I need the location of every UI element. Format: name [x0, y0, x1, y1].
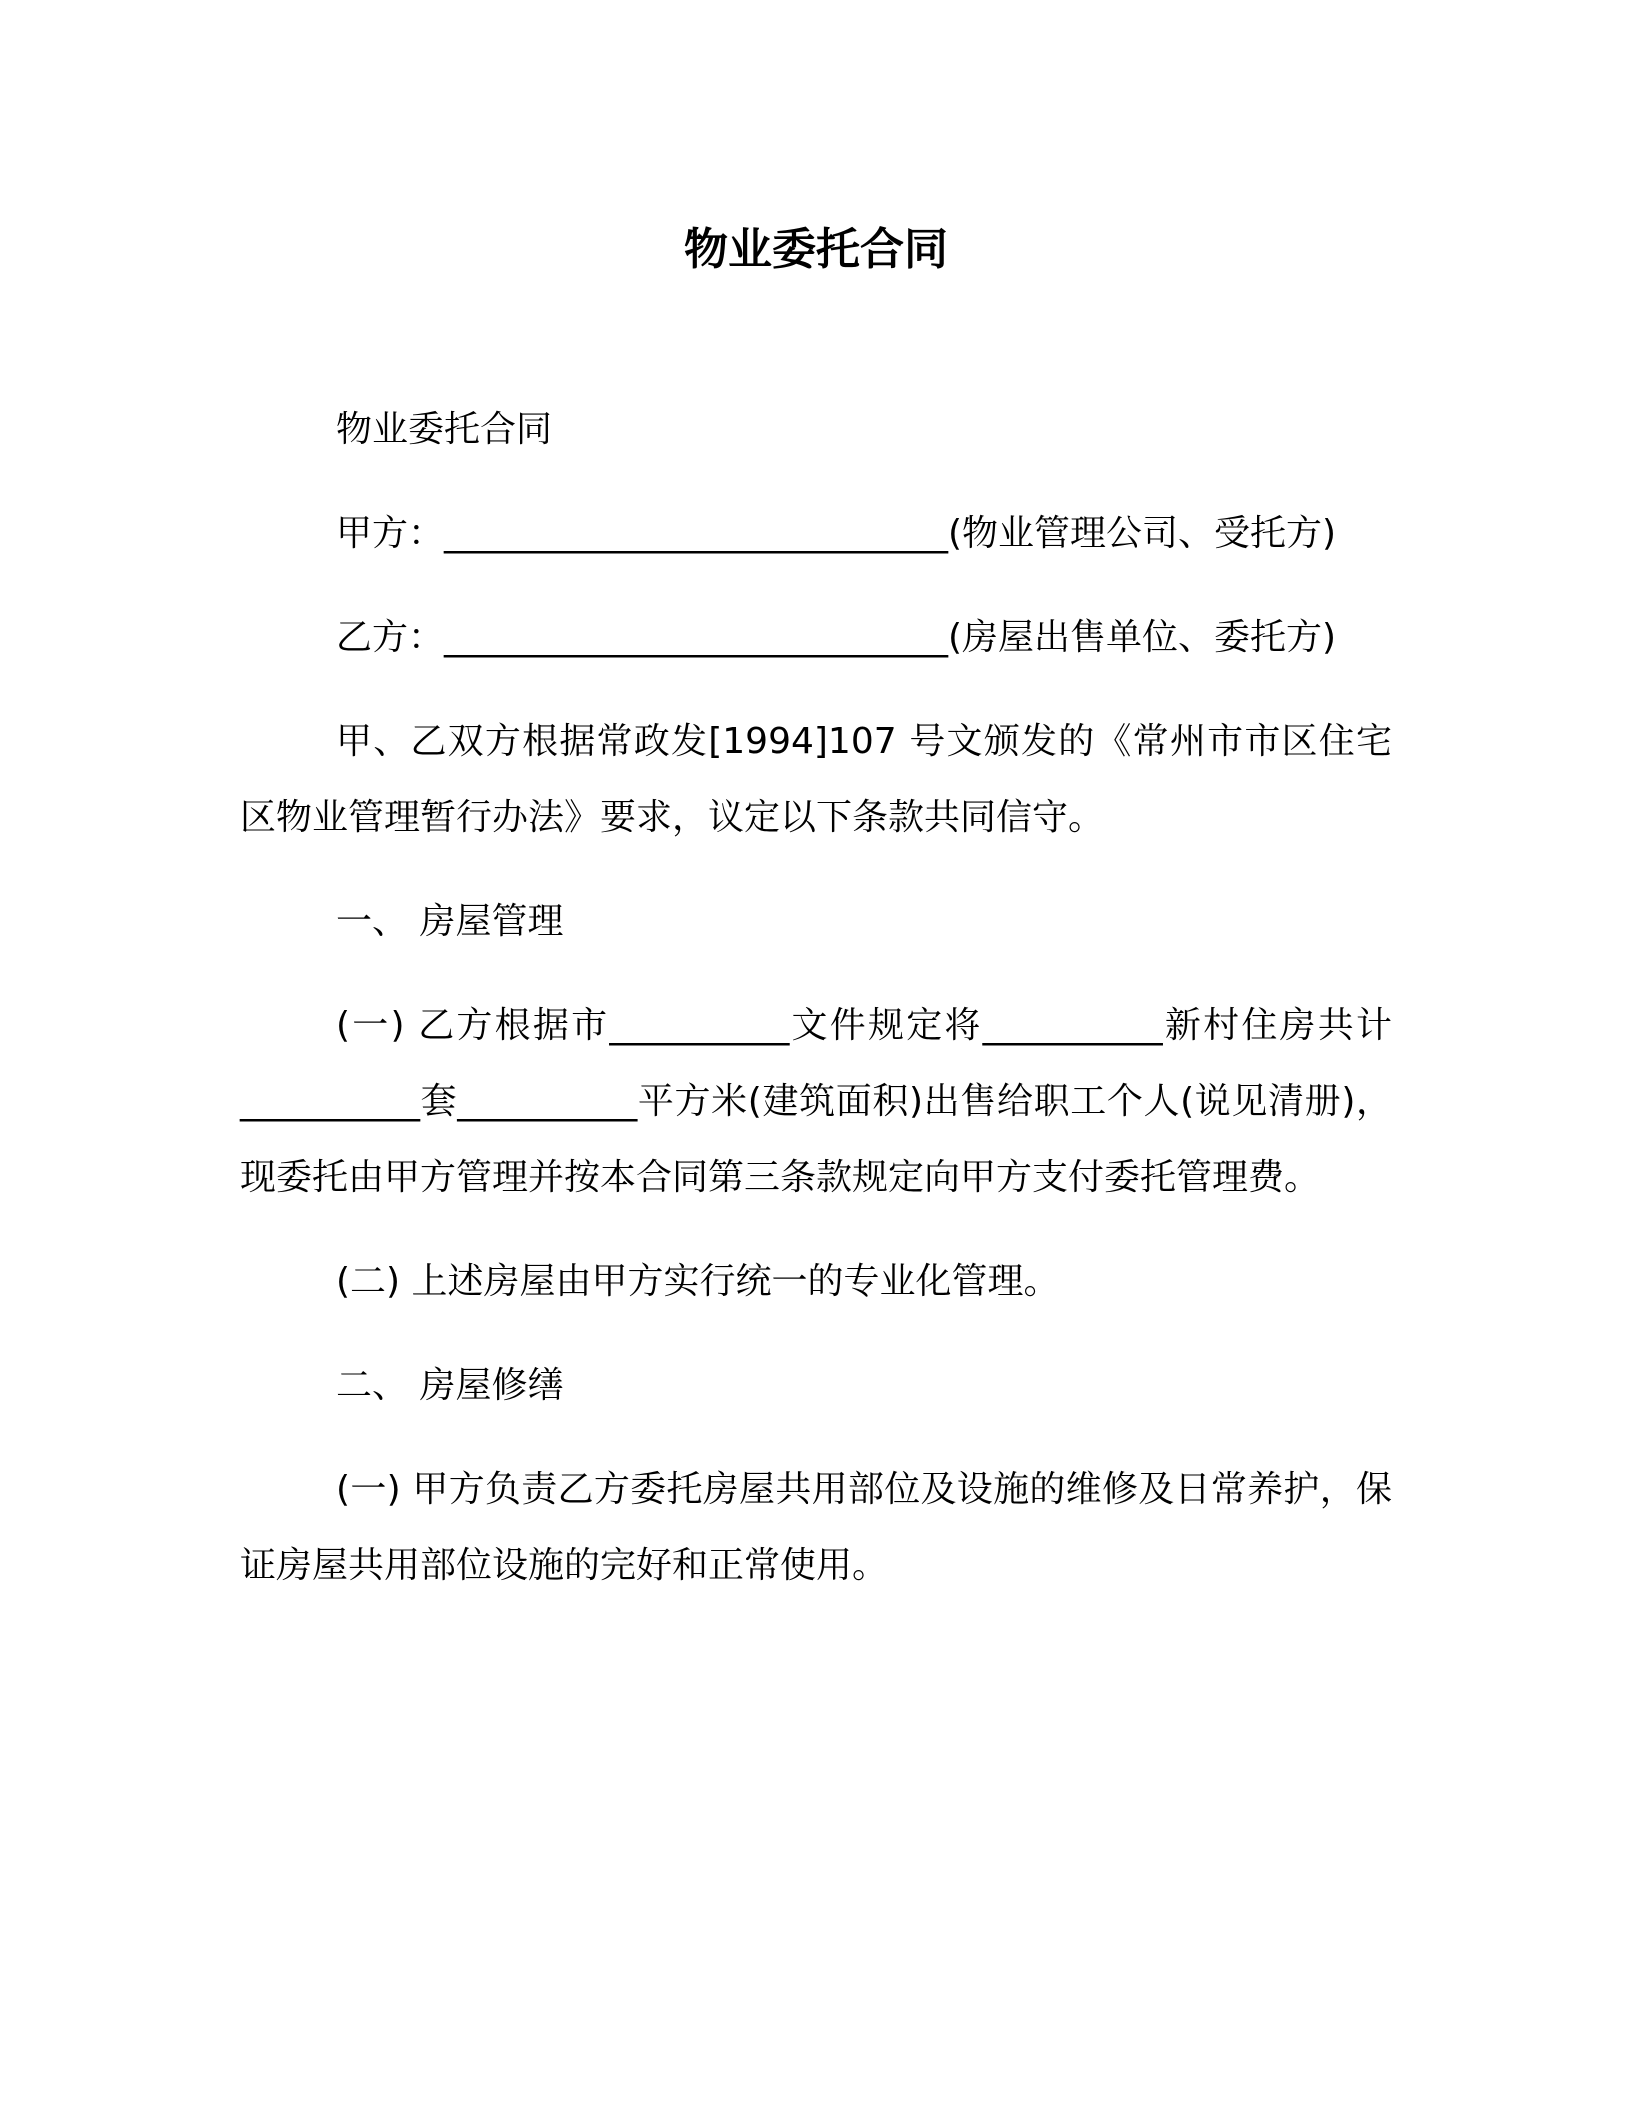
house-management-clause-1: (一) 乙方根据市__________文件规定将__________新村住房共计__________套__________平方米(建筑面积)出售给职工个人(说见清册)，现委托由甲方管理并按本合同第三条款规定向甲方支付委托管理费。: [240, 1005, 1392, 1198]
house-management-clause-2: (二) 上述房屋由甲方实行统一的专业化管理。: [336, 1261, 1060, 1302]
party-b-paragraph: 乙方：____________________________(房屋出售单位、委托方): [336, 617, 1337, 658]
section-house-management-heading: 一、 房屋管理: [336, 901, 564, 942]
agreement-basis-paragraph: 甲、乙双方根据常政发[1994]107 号文颁发的《常州市市区住宅区物业管理暂行办法》要求，议定以下条款共同信守。: [240, 721, 1392, 838]
contract-heading-paragraph: 物业委托合同: [336, 409, 553, 450]
house-repair-clause-1: (一) 甲方负责乙方委托房屋共用部位及设施的维修及日常养护，保证房屋共用部位设施的完好和正常使用。: [240, 1469, 1392, 1586]
party-a-paragraph: 甲方：____________________________(物业管理公司、受托方): [336, 513, 1337, 554]
document-title: 物业委托合同: [684, 224, 948, 275]
document-body: [240, 392, 1392, 1632]
section-house-repair-heading: 二、 房屋修缮: [336, 1365, 564, 1406]
